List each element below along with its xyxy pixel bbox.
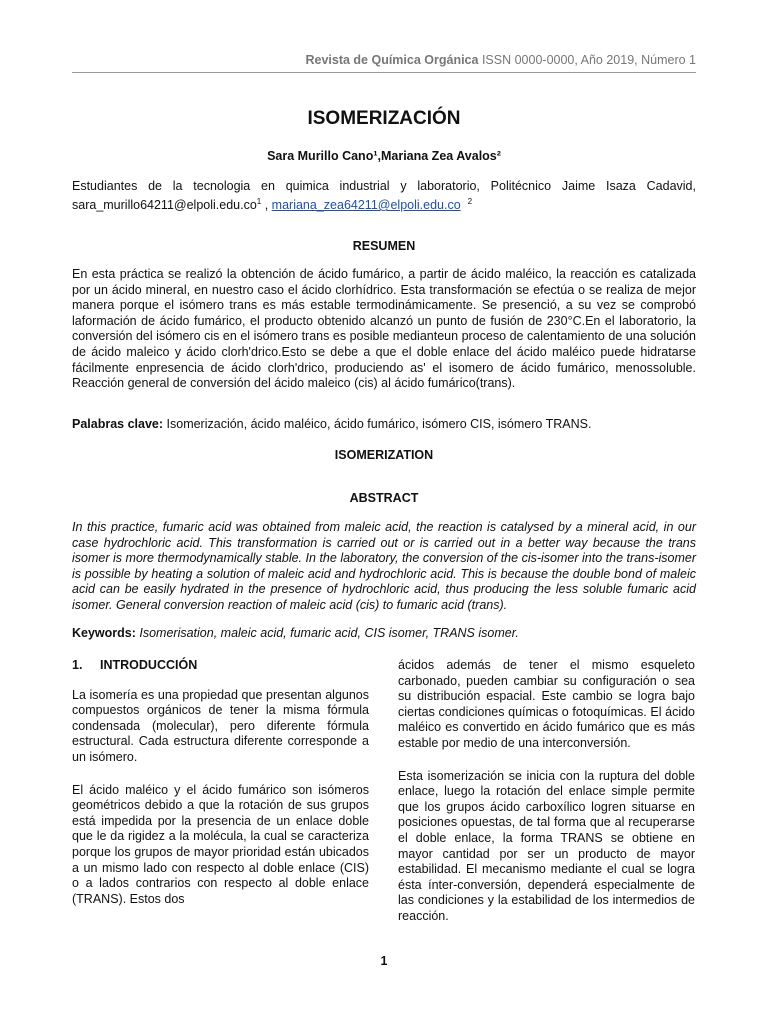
affiliation	[72, 178, 696, 213]
email-2-superscript: 2	[467, 197, 473, 206]
left-column	[72, 658, 369, 924]
email-1-superscript: 1	[256, 197, 262, 206]
keywords-list: Isomerisation, maleic acid, fumaric acid, CIS isomer, TRANS isomer.	[135, 626, 519, 640]
journal-issue: ISSN 0000-0000, Año 2019, Número 1	[481, 53, 696, 67]
journal-header	[72, 53, 696, 67]
resumen-body: En esta práctica se realizó la obtención de ácido fumárico, a partir de ácido maléico, la reacción es catalizada por un ácido mineral, en nuestro caso el ácido clorhídrico. Esta transformación se efectúa o se realiza de mejor manera porque el isómero trans es más estable termodinámicamente. Se presenció, a su vez se comprobó laformación de ácido fumárico, el producto obtenido alcanzó un punto de fusión de 230°C.En el laboratorio, la conversión del isómero cis en el isómero trans es posible medianteun proceso de calentamiento de una solución de ácido maleico y ácido clorh'drico.Esto se debe a que el doble enlace del ácido maléico puede hidratarse fácilmente enpresencia de ácido clorh'drico, produciendo as' el isomero de ácido fumárico, menossoluble. Reacción general de conversión del ácido maleico (cis) al ácido fumárico(trans).	[72, 267, 696, 391]
keywords-label: Keywords:	[72, 626, 136, 640]
palabras-clave-list: Isomerización, ácido maléico, ácido fumárico, isómero CIS, isómero TRANS.	[163, 417, 592, 431]
page-number: 1	[380, 954, 388, 968]
header-divider	[72, 72, 696, 73]
palabras-clave	[72, 417, 696, 433]
right-column	[398, 658, 695, 942]
palabras-clave-label: Palabras clave:	[72, 417, 164, 431]
section-number: 1.	[72, 658, 83, 672]
abstract-heading: ABSTRACT	[349, 491, 419, 505]
resumen-heading: RESUMEN	[352, 239, 416, 253]
section-title: INTRODUCCIÓN	[100, 658, 198, 672]
author-list: Sara Murillo Cano¹,Mariana Zea Avalos²	[267, 149, 501, 163]
english-title: ISOMERIZATION	[334, 448, 434, 462]
paper-title: ISOMERIZACIÓN	[307, 108, 461, 129]
author-email-2-link[interactable]: mariana_zea64211@elpoli.edu.co	[271, 198, 461, 213]
keywords	[72, 626, 696, 642]
intro-paragraph-2: El ácido maléico y el ácido fumárico son isómeros geométricos debido a que la rotación de sus grupos está impedida por la presencia de un enlace doble que le da rigidez a la molécula, la cual se caracteriza porque los grupos de mayor prioridad están ubicados a un mismo lado con respecto al doble enlace (CIS) o a lados contrarios con respecto al doble enlace (TRANS). Estos dos	[72, 782, 369, 906]
intro-paragraph-3: ácidos además de tener el mismo esqueleto carbonado, pueden cambiar su configuración o sea su distribución espacial. Este cambio se logra bajo ciertas condiciones químicas o fotoquímicas. El ácido maléico es convertido en ácido fumárico que es más estable por medio de una interconversión.	[398, 658, 695, 750]
journal-name: Revista de Química Orgánica	[305, 53, 479, 67]
email-separator: ,	[261, 198, 272, 213]
abstract-body: In this practice, fumaric acid was obtained from maleic acid, the reaction is catalysed by a mineral acid, in our case hydrochloric acid. This transformation is carried out or is carried out in a better way because the trans isomer is more thermodynamically stable. In the laboratory, the conversion of the cis-isomer into the trans-isomer is possible by heating a solution of maleic acid and hydrochloric acid. This is because the double bond of maleic acid can be easily hydrated in the presence of hydrochloric acid, thus producing the less soluble fumaric acid isomer. General conversion reaction of maleic acid (cis) to fumaric acid (trans).	[72, 520, 696, 612]
section-heading-introduccion	[72, 658, 369, 674]
intro-paragraph-1: La isomería es una propiedad que presentan algunos compuestos orgánicos de tener la misma fórmula condensada (molecular), pero diferente fórmula estructural. Cada estructura diferente corresponde a un isómero.	[72, 687, 369, 764]
author-email-1: sara_murillo64211@elpoli.edu.co	[72, 198, 257, 213]
affiliation-text: Estudiantes de la tecnologia en quimica industrial y laboratorio, Politécnico Jaime Isaza Cadavid,	[72, 179, 696, 193]
intro-paragraph-4: Esta isomerización se inicia con la ruptura del doble enlace, luego la rotación del enlace simple permite que los grupos ácido carboxílico logren situarse en posiciones opuestas, de tal forma que al recuperarse el doble enlace, la forma TRANS se obtiene en mayor cantidad por ser un producto de mayor estabilidad. El mecanismo mediante el cual se logra ésta ínter-conversión, dependerá especialmente de las condiciones y la estabilidad de los intermedios de reacción.	[398, 768, 695, 923]
